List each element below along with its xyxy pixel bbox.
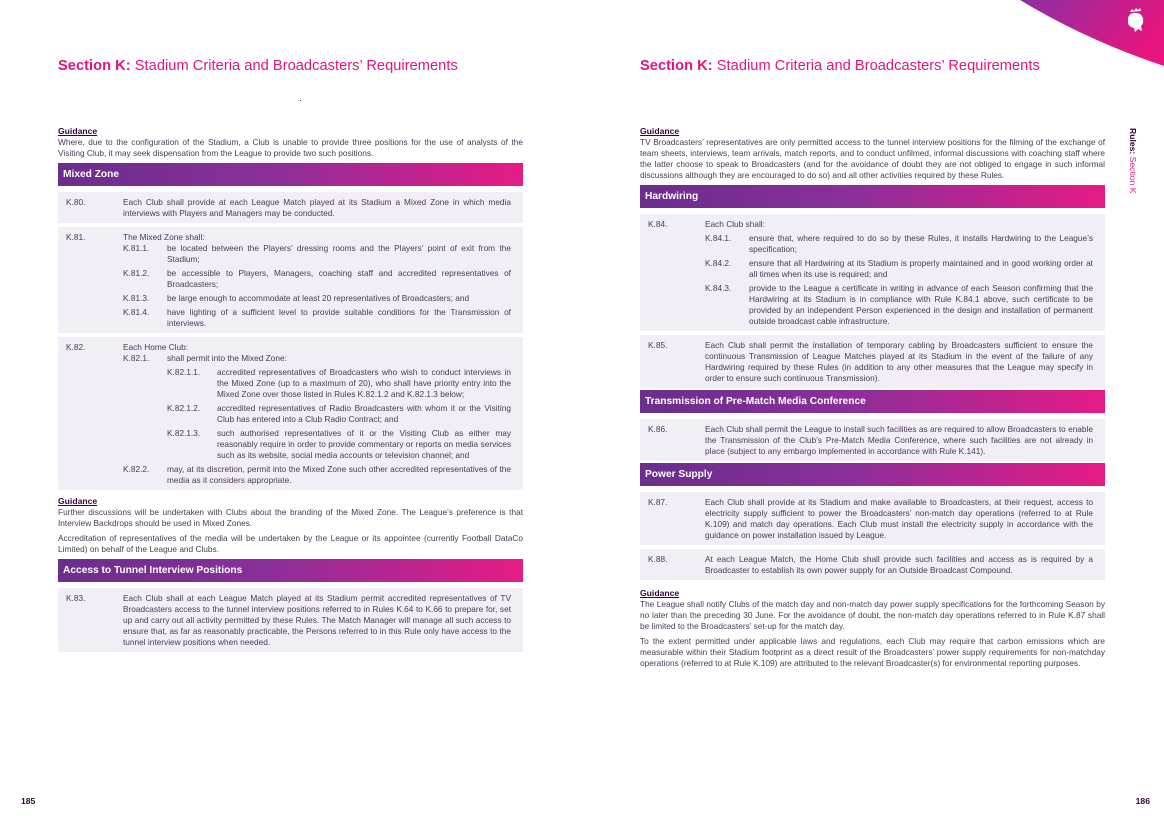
power-supply-heading: Power Supply (640, 463, 1105, 486)
rule-k86: K.86. Each Club shall permit the League to install such facilities as are required to allow Broadcasters to enable the Transmission of the Club’s Pre-Match Media Conference, where such facilities are not already in place (subject to any embargo implemented in accordance with Rule K.141). (640, 419, 1105, 461)
rule-item: K.82.2. may, at its discretion, permit into the Mixed Zone such other accredited representatives of the media as it considers appropriate. (123, 464, 511, 485)
guidance-heading: Guidance (58, 496, 98, 506)
mixed-zone-heading: Mixed Zone (58, 163, 523, 186)
rule-k87: K.87. Each Club shall provide at its Stadium and make available to Broadcasters, at their request, access to electricity supply sufficient to power the Broadcasters’ non-match day operations (referred to at Rule K.109) and match day operations. Each Club must install the electricity supply in accordance with the guidance on power installation issued by League. (640, 492, 1105, 545)
guidance-text: Where, due to the configuration of the Stadium, a Club is unable to provide three positions for the use of analysts of the Visiting Club, it may seek dispensation from the League to provide two such positions. (58, 137, 523, 158)
guidance-heading: Guidance (58, 126, 98, 136)
page-number: 186 (1135, 796, 1150, 806)
rule-subitem: K.82.1.1. accredited representatives of Broadcasters who wish to conduct interviews in the Mixed Zone (up to a maximum of 20), who shall have priority entry into the Mixed Zone over those listed in Rules K.82.1.2 and K.82.1.3 below; (167, 367, 511, 399)
rule-item: K.81.1. be located between the Players’ dressing rooms and the Players’ point of exit from the Stadium; (123, 243, 511, 264)
rule-subitem: K.82.1.2. accredited representatives of Radio Broadcasters with whom it or the Visiting Club has entered into a Club Radio Contract; and (167, 403, 511, 424)
guidance-text: The League shall notify Clubs of the match day and non-match day power supply specifications for the forthcoming Season by no later than the preceding 30 June. For the avoidance of doubt, the non-match day operations referred to in Rule K.87 shall be limited to the Broadcasters’ set-up for the match day. (640, 599, 1105, 631)
rule-subitem: K.82.1.3. such authorised representatives of it or the Visiting Club as either may reasonably require in order to provide commentary or reports on media services such as its website, social media accounts or television channel; and (167, 428, 511, 460)
guidance-text: Further discussions will be undertaken with Clubs about the branding of the Mixed Zone. The League’s preference is that Interview Backdrops should be used in Mixed Zones. (58, 507, 523, 528)
rule-k85: K.85. Each Club shall permit the installation of temporary cabling by Broadcasters sufficient to ensure the continuous Transmission of League Matches played at its Stadium in the event of the failure of any Hardwiring required by these Rules (in addition to any other measures that the League may specify in order to ensure such continuous Transmission). (640, 335, 1105, 388)
page-title: Section K: Stadium Criteria and Broadcasters’ Requirements (640, 58, 1040, 74)
guidance-heading: Guidance (640, 126, 680, 136)
rule-item: K.81.4. have lighting of a sufficient level to provide suitable conditions for the Transmission of interviews. (123, 307, 511, 328)
guidance-text: TV Broadcasters’ representatives are only permitted access to the tunnel interview positions for the filming of the exchange of team sheets, interviews, team arrivals, match reports, and to conduct unfilmed, informal discussions with coaching staff where the latter choose to speak to Broadcasters (and for the avoidance of doubt they are not obliged to engage in such informal discussions although they are encouraged to do so) and all other activities required by these Rules. (640, 137, 1105, 180)
right-column (640, 126, 1105, 673)
rule-item: K.82.1. shall permit into the Mixed Zone: (123, 353, 287, 363)
rule-k83: K.83. Each Club shall at each League Match played at its Stadium permit accredited representatives of TV Broadcasters access to the tunnel interview positions referred to in Rules K.64 to K.66 to prepare for, set up and carry out all activity permitted by these Rules. The Match Manager will manage all such access to ensure that, as far as reasonably practicable, the Persons referred to in this Rule only have access to the tunnel interview positions when needed. (58, 588, 523, 652)
rule-k88: K.88. At each League Match, the Home Club shall provide such facilities and access as is required by a Broadcaster to establish its own power supply for an Outside Broadcast Compound. (640, 549, 1105, 580)
hardwiring-heading: Hardwiring (640, 185, 1105, 208)
guidance-text: To the extent permitted under applicable laws and regulations, each Club may require that carbon emissions which are measurable within their Stadium footprint as a direct result of the Broadcasters’ power supply requirements for non-matchday operations (referred to at Rule K.109) are attributed to the relevant Broadcaster(s) for environmental reporting purposes. (640, 636, 1105, 668)
rule-item: K.84.1. ensure that, where required to do so by these Rules, it installs Hardwiring to the League’s specification; (705, 233, 1093, 254)
tunnel-access-heading: Access to Tunnel Interview Positions (58, 559, 523, 582)
rule-item: K.81.2. be accessible to Players, Managers, coaching staff and accredited representatives of Broadcasters; (123, 268, 511, 289)
rule-k81: K.81. The Mixed Zone shall: K.81.1. be located between the Players’ dressing rooms and the Players’ point of exit from the Stadium; K.81.2. be accessible to Players, Managers, coaching staff and accredited representatives of Broadcasters; K.81.3. be large enough to accommodate at least 20 representatives of Broadcasters; and K.81.4. have lighting of a sufficient level to provide suitable conditions for the Transmission of interviews. (58, 227, 523, 333)
rule-k80: K.80. Each Club shall provide at each League Match played at its Stadium a Mixed Zone in which media interviews with Players and Managers may be conducted. (58, 192, 523, 223)
rule-k84: K.84. Each Club shall: K.84.1. ensure that, where required to do so by these Rules, it installs Hardwiring to the League’s specification; K.84.2. ensure that all Hardwiring at its Stadium is properly maintained and in good working order at all times when its use is required; and K.84.3. provide to the League a certificate in writing in advance of each Season confirming that the Hardwiring at its Stadium is in compliance with Rule K.84.1 above, such certificate to be provided by an independent Person experienced in the design and installation of permanent outside broadcast cable infrastructure. (640, 214, 1105, 331)
rule-item: K.81.3. be large enough to accommodate at least 20 representatives of Broadcasters; and (123, 293, 470, 303)
left-column (58, 126, 523, 652)
rule-k82: K.82. Each Home Club: K.82.1. shall permit into the Mixed Zone: K.82.1.1. accredited representatives of Broadcasters who wish to conduct interviews in the Mixed Zone (up to a maximum of 20), who shall have priority entry into the Mixed Zone over those listed in Rules K.82.1.2 and K.82.1.3 below; K.82.1.2. accredited representatives of Radio Broadcasters with whom it or the Visiting Club has entered into a Club Radio Contract; and K.82.1.3. such authorised representatives of it or the Visiting Club as either may reasonably require in order to provide commentary or reports on media services such as its website, social media accounts or television channel; and K.82.2. may, at its discretion, permit into the Mixed Zone such other accredited representatives of the media as it considers appropriate. (58, 337, 523, 490)
guidance-heading: Guidance (640, 588, 680, 598)
transmission-heading: Transmission of Pre-Match Media Conference (640, 390, 1105, 413)
page-title: Section K: Stadium Criteria and Broadcasters’ Requirements (58, 58, 458, 74)
section-side-tab: Rules: Section K (1128, 128, 1138, 194)
guidance-text: Accreditation of representatives of the media will be undertaken by the League or its appointee (currently Football DataCo Limited) on behalf of the League and Clubs. (58, 533, 523, 554)
rule-item: K.84.2. ensure that all Hardwiring at its Stadium is properly maintained and in good working order at all times when its use is required; and (705, 258, 1093, 279)
rule-item: K.84.3. provide to the League a certificate in writing in advance of each Season confirming that the Hardwiring at its Stadium is in compliance with Rule K.84.1 above, such certificate to be provided by an independent Person experienced in the design and installation of permanent outside broadcast cable infrastructure. (705, 283, 1093, 326)
page-number: 185 (21, 796, 36, 806)
right-page (582, 0, 1164, 825)
